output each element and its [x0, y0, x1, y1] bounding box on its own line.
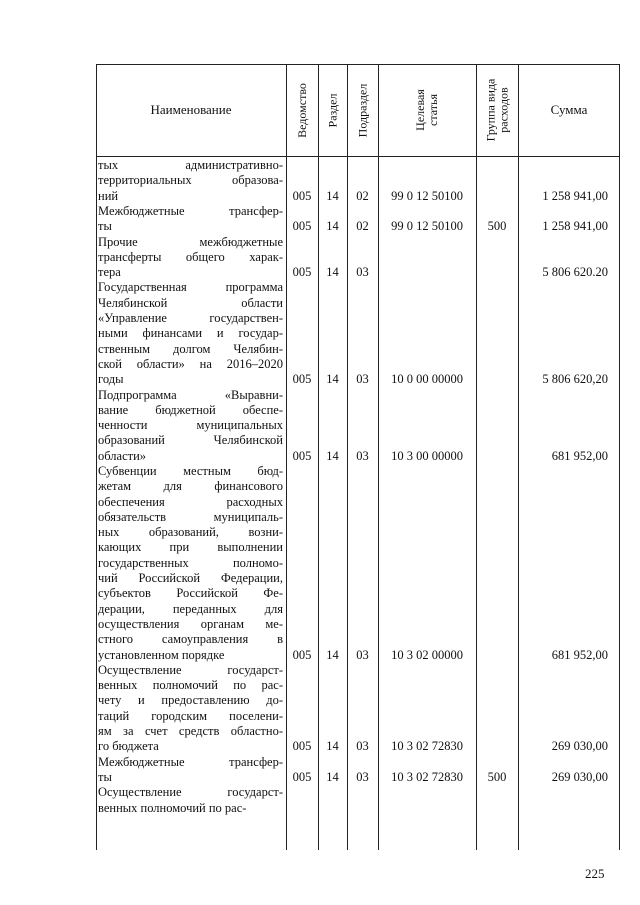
header-dept	[286, 64, 318, 156]
row-sum: 681 952,00	[551, 647, 608, 662]
row-name-line: венных полномочий по рас-	[98, 678, 283, 693]
row-name-line: стного самоуправления в	[98, 632, 283, 647]
row-target: 10 3 02 72830	[391, 770, 463, 784]
row-name-line: таций городским поселени-	[98, 708, 283, 723]
row-sum: 5 806 620.20	[542, 265, 608, 280]
row-name-line: субъектов Российской Фе-	[98, 586, 283, 601]
row-name-line: ными финансами и государ-	[98, 326, 283, 341]
row-target: 10 0 00 00000	[391, 372, 463, 387]
grid-line	[518, 64, 519, 850]
row-name-line: Подпрограмма «Выравни-	[98, 387, 283, 402]
header-section-label: Раздел	[325, 93, 340, 127]
grid-line	[96, 64, 97, 850]
row-target: 10 3 02 72830	[391, 739, 463, 754]
row-name-line: области»	[98, 448, 147, 463]
row-name-line: обязательств муниципаль-	[98, 509, 283, 524]
row-name-line: ты	[98, 219, 112, 234]
row-subsection: 03	[356, 448, 369, 463]
row-name-line: Субвенции местным бюд-	[98, 464, 283, 478]
row-name-line: государственных полномо-	[98, 555, 283, 570]
row-subsection: 03	[356, 770, 369, 784]
row-section: 14	[326, 265, 339, 280]
row-dept: 005	[292, 188, 312, 203]
row-name-line: венных полномочий по рас-	[98, 800, 247, 815]
row-name-line: жетам для финансового	[98, 479, 283, 494]
row-name	[98, 663, 283, 755]
row-name-line: годы	[98, 372, 124, 387]
row-name-line: Прочие межбюджетные	[98, 234, 283, 249]
row-name-line: тера	[98, 265, 121, 280]
row-name-line: ям за счет средств областно-	[98, 724, 283, 739]
row-subsection: 03	[356, 647, 369, 662]
row-section: 14	[326, 219, 339, 234]
row-section: 14	[326, 647, 339, 662]
row-dept: 005	[292, 770, 312, 784]
row-name-line: ных образований, возни-	[98, 525, 283, 540]
row-name	[98, 388, 283, 464]
row-name-line: чету и предоставлению до-	[98, 693, 283, 708]
row-name-line: чий Российской Федерации,	[98, 571, 283, 586]
row-section: 14	[326, 188, 339, 203]
row-name-line: трансферты общего харак-	[98, 249, 283, 264]
budget-table	[96, 64, 620, 850]
row-section: 14	[326, 448, 339, 463]
header-group-label	[484, 79, 510, 142]
row-sum: 269 030,00	[551, 739, 608, 754]
row-target: 99 0 12 50100	[391, 188, 463, 203]
row-name-line: установленном порядке	[98, 647, 225, 662]
row-dept: 005	[292, 372, 312, 387]
row-name-line: ченности муниципальных	[98, 418, 283, 433]
row-name-line: ний	[98, 188, 119, 203]
row-name-line: образований Челябинской	[98, 433, 283, 448]
row-name-line: кающих при выполнении	[98, 540, 283, 555]
header-target-line2: статья	[425, 94, 440, 126]
row-subsection: 03	[356, 739, 369, 754]
row-section: 14	[326, 372, 339, 387]
row-section: 14	[326, 770, 339, 784]
row-name-line: обеспечения расходных	[98, 494, 283, 509]
row-target: 10 3 02 00000	[391, 647, 463, 662]
header-subsection	[347, 64, 378, 156]
row-name	[98, 464, 283, 663]
row-name-line: Осуществление государст-	[98, 785, 283, 800]
row-name-line: Межбюджетные трансфер-	[98, 754, 283, 769]
row-subsection: 02	[356, 219, 369, 234]
header-group-line1: Группа вида	[483, 78, 497, 142]
row-name-line: дерации, переданных для	[98, 601, 283, 616]
row-name-line: ты	[98, 769, 112, 784]
header-target-line1: Целевая	[412, 89, 427, 131]
row-name-line: тых административно-	[98, 158, 283, 172]
row-sum: 1 258 941,00	[542, 188, 608, 203]
row-sum: 681 952,00	[551, 448, 608, 463]
row-subsection: 02	[356, 188, 369, 203]
row-dept: 005	[292, 448, 312, 463]
header-section	[318, 64, 347, 156]
header-group-line2: расходов	[496, 87, 510, 133]
row-dept: 005	[292, 739, 312, 754]
row-target: 99 0 12 50100	[391, 219, 463, 234]
row-group: 500	[487, 219, 507, 234]
row-subsection: 03	[356, 372, 369, 387]
row-dept: 005	[292, 265, 312, 280]
row-name-line: осуществления органам ме-	[98, 616, 283, 631]
row-name-line: Челябинской области	[98, 295, 283, 310]
page-number: 225	[585, 866, 605, 881]
row-target: 10 3 00 00000	[391, 448, 463, 463]
row-name	[98, 785, 283, 816]
header-target	[378, 64, 476, 156]
header-sum: Сумма	[550, 102, 588, 117]
header-subsection-label: Подраздел	[355, 83, 370, 137]
header-dept-label: Ведомство	[294, 82, 309, 138]
row-section: 14	[326, 739, 339, 754]
header-name: Наименование	[150, 102, 232, 117]
row-name-line: Межбюджетные трансфер-	[98, 203, 283, 218]
row-sum: 269 030,00	[551, 770, 608, 784]
row-name-line: «Управление государствен-	[98, 310, 283, 325]
row-name-line: ственным долгом Челябин-	[98, 341, 283, 356]
grid-line	[96, 156, 620, 157]
row-name-line: территориальных образова-	[98, 173, 283, 188]
row-dept: 005	[292, 219, 312, 234]
row-name	[98, 204, 283, 235]
grid-line	[476, 64, 477, 850]
grid-line	[619, 64, 620, 850]
header-target-label	[414, 89, 440, 131]
header-group	[476, 64, 518, 156]
row-name	[98, 755, 283, 786]
row-name-line: Государственная программа	[98, 280, 283, 295]
row-name-line: ской области» на 2016–2020	[98, 356, 283, 371]
row-name-line: вание бюджетной обеспе-	[98, 402, 283, 417]
row-name-line: Осуществление государст-	[98, 662, 283, 677]
row-name	[98, 235, 283, 281]
row-sum: 5 806 620,20	[542, 372, 608, 387]
row-name	[98, 158, 283, 204]
row-group: 500	[487, 770, 507, 784]
row-name-line: го бюджета	[98, 739, 159, 754]
row-dept: 005	[292, 647, 312, 662]
row-sum: 1 258 941,00	[542, 219, 608, 234]
row-subsection: 03	[356, 265, 369, 280]
row-name	[98, 280, 283, 387]
